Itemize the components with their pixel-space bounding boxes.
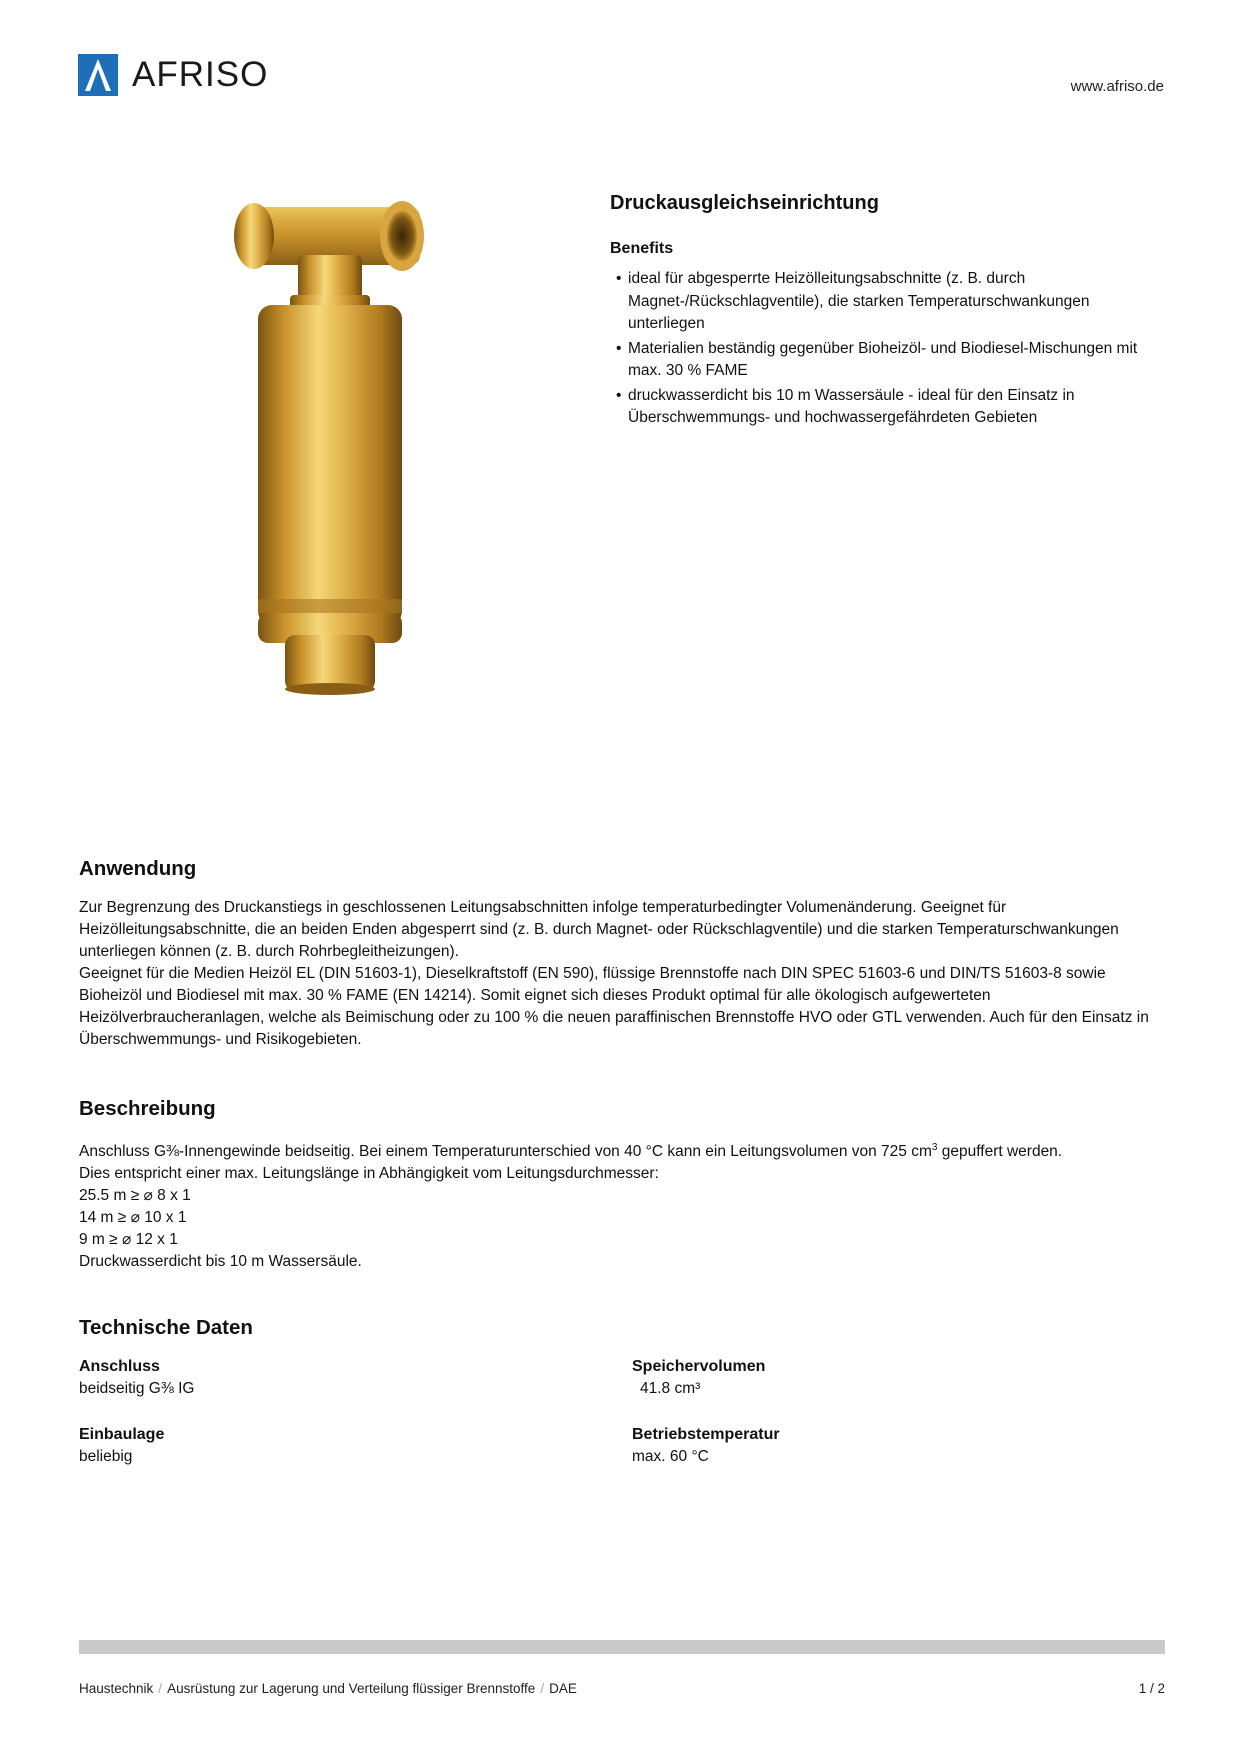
footer [79, 1681, 1165, 1696]
tech-value: 41.8 cm³ [640, 1380, 701, 1397]
tech-value: beliebig [79, 1448, 133, 1465]
section-beschreibung [79, 1096, 1165, 1273]
footer-divider-bar [79, 1640, 1165, 1654]
benefit-item: • ideal für abgesperrte Heizölleitungsabschnitte (z. B. durch Magnet-/Rückschlagventile), die starken Temperaturschwankungen unterliegen [610, 268, 1170, 336]
section-technische-daten [79, 1315, 1165, 1465]
beschreibung-line: 14 m ≥ ⌀ 10 x 1 [79, 1209, 187, 1227]
product-photo [230, 195, 470, 785]
anwendung-heading: Anwendung [79, 857, 197, 880]
beschreibung-line: 25.5 m ≥ ⌀ 8 x 1 [79, 1187, 191, 1205]
anwendung-paragraph: Geeignet für die Medien Heizöl EL (DIN 51603-1), Dieselkraftstoff (EN 590), flüssige Brennstoffe nach DIN SPEC 51603-6 und DIN/TS 51603-8 sowie Bioheizöl und Biodiesel mit max. 30 % FAME (EN 14214). Somit eignet sich dieses Produkt optimal für alle ökologisch aufgewerteten Heizölverbraucheranlagen, welche als Beimischung oder zu 100 % die neuen paraffinischen Brennstoffe HVO oder GTL verwenden. Auch für den Einsatz in Überschwemmungs- und Risikogebieten. [79, 965, 1149, 1048]
beschreibung-heading: Beschreibung [79, 1097, 216, 1120]
tech-label: Anschluss [79, 1358, 160, 1375]
benefit-item: • druckwasserdicht bis 10 m Wassersäule - ideal für den Einsatz in Überschwemmungs- und hochwassergefährdeten Gebieten [610, 385, 1170, 430]
beschreibung-line: 9 m ≥ ⌀ 12 x 1 [79, 1231, 178, 1249]
tech-label: Einbaulage [79, 1426, 165, 1443]
beschreibung-line: Dies entspricht einer max. Leitungslänge in Abhängigkeit vom Leitungsdurchmesser: [79, 1165, 659, 1183]
tech-item-betriebstemperatur [632, 1424, 1132, 1468]
tech-value: max. 60 °C [632, 1448, 709, 1465]
anwendung-paragraph: Zur Begrenzung des Druckanstiegs in geschlossenen Leitungsabschnitten infolge temperaturbedingter Volumenänderung. Geeignet für Heizölleitungsabschnitte, die an beiden Enden abgesperrt sind (z. B. durch Magnet- oder Rückschlagventile) und die starken Temperaturschwankungen unterliegen können (z. B. durch Rohrbegleitheizungen). [79, 899, 1119, 960]
technische-daten-heading: Technische Daten [79, 1316, 253, 1339]
afriso-logo-icon [78, 54, 118, 96]
tech-item-einbaulage [79, 1424, 579, 1468]
tech-label: Speichervolumen [632, 1358, 766, 1375]
breadcrumb-item: Haustechnik [79, 1681, 154, 1696]
product-title: Druckausgleichseinrichtung [610, 192, 879, 214]
page-number: 1 / 2 [1138, 1681, 1165, 1696]
product-intro [610, 190, 1170, 432]
breadcrumb-item: DAE [549, 1681, 577, 1696]
brand-name: AFRISO [132, 55, 269, 94]
beschreibung-line [79, 1137, 1165, 1163]
tech-item-speichervolumen [632, 1356, 1132, 1400]
breadcrumb-separator: / [158, 1681, 163, 1696]
beschreibung-text: Anschluss G⅜-Innengewinde beidseitig. Bei einem Temperaturunterschied von 40 °C kann ein Leitungsvolumen von 725 cm [79, 1143, 932, 1161]
website-link[interactable]: www.afriso.de [1070, 78, 1164, 95]
superscript: 3 [931, 1142, 938, 1153]
footer-breadcrumb [79, 1681, 577, 1696]
breadcrumb-item: Ausrüstung zur Lagerung und Verteilung flüssiger Brennstoffe [167, 1681, 536, 1696]
beschreibung-line: Druckwasserdicht bis 10 m Wassersäule. [79, 1253, 362, 1271]
tech-label: Betriebstemperatur [632, 1426, 780, 1443]
breadcrumb-separator: / [540, 1681, 545, 1696]
beschreibung-text: gepuffert werden. [937, 1143, 1063, 1161]
benefits-list [610, 268, 1170, 430]
afriso-logo [78, 54, 268, 96]
tech-value: beidseitig G⅜ IG [79, 1380, 195, 1397]
section-anwendung [79, 856, 1165, 1051]
benefits-heading: Benefits [610, 240, 674, 257]
tech-item-anschluss [79, 1356, 579, 1400]
benefit-item: • Materialien beständig gegenüber Bioheizöl- und Biodiesel-Mischungen mit max. 30 % FAME [610, 338, 1170, 383]
